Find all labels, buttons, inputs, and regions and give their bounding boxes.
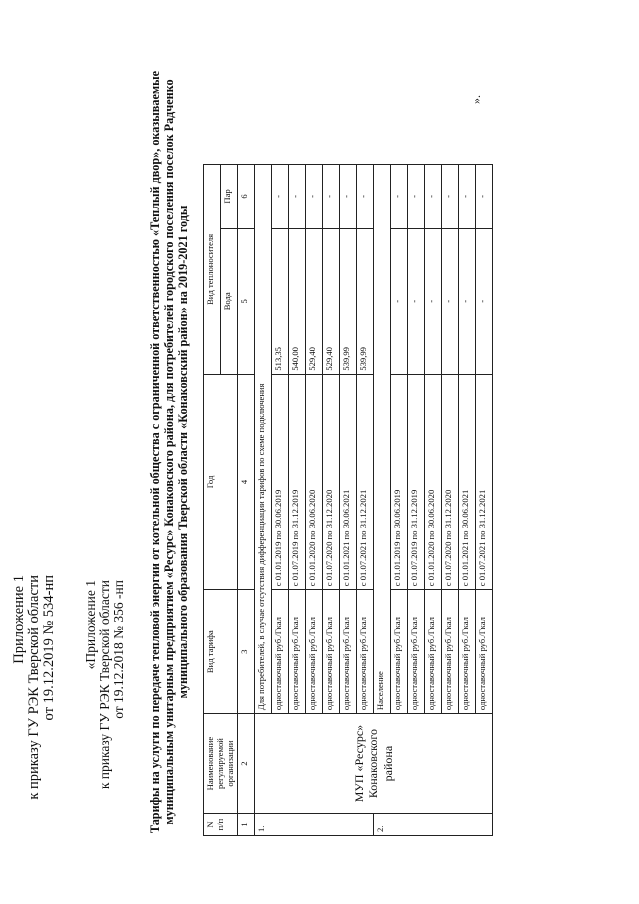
appendix-current [12, 575, 58, 800]
header-carrier: Вид теплоносителя [204, 165, 221, 375]
period-cell: с 01.07.2021 по 31.12.2021 [476, 374, 493, 590]
water-tariff-cell: - [476, 228, 493, 374]
tariff-type-cell: одноставочный руб./Гкал [476, 590, 493, 714]
water-tariff-cell: 529,40 [306, 228, 323, 374]
header-year: Год [204, 374, 238, 590]
tariff-type-cell: одноставочный руб./Гкал [425, 590, 442, 714]
steam-tariff-cell: - [442, 165, 459, 229]
column-number: 3 [238, 590, 255, 714]
section-heading-row [255, 165, 272, 836]
appendix-line-1: Приложение 1 [11, 575, 27, 664]
steam-tariff-cell: - [459, 165, 476, 229]
steam-tariff-cell: - [306, 165, 323, 229]
column-number: 4 [238, 374, 255, 590]
steam-tariff-cell: - [357, 165, 374, 229]
appendix-line-2: к приказу ГУ РЭК Тверской области [97, 580, 113, 790]
header-tariff-type: Вид тарифа [204, 590, 238, 714]
water-tariff-cell: 539,99 [357, 228, 374, 374]
tariff-type-cell: одноставочный руб./Гкал [306, 590, 323, 714]
period-cell: с 01.01.2021 по 30.06.2021 [459, 374, 476, 590]
tariff-type-cell: одноставочный руб./Гкал [442, 590, 459, 714]
tariff-type-cell: одноставочный руб./Гкал [357, 590, 374, 714]
water-tariff-cell: 539,99 [340, 228, 357, 374]
title-line: муниципальным унитарным предприятием «Ресурс» Конаковского района, для потребителей городского поселения поселок Радченко [162, 79, 177, 825]
water-tariff-cell: - [408, 228, 425, 374]
section-number: 1. [255, 814, 374, 836]
document-title [148, 0, 190, 904]
steam-tariff-cell: - [408, 165, 425, 229]
steam-tariff-cell: - [425, 165, 442, 229]
header-org: Наименование регулируемой организации [204, 714, 238, 814]
period-cell: с 01.07.2019 по 31.12.2019 [408, 374, 425, 590]
title-line: муниципального образования Тверской области «Конаковский район» на 2019-2021 годы [176, 205, 191, 699]
tariff-type-cell: одноставочный руб./Гкал [391, 590, 408, 714]
steam-tariff-cell: - [289, 165, 306, 229]
tariff-type-cell: одноставочный руб./Гкал [289, 590, 306, 714]
tariff-type-cell: одноставочный руб./Гкал [340, 590, 357, 714]
closing-quote: ». [469, 95, 483, 104]
column-number: 5 [238, 228, 255, 374]
water-tariff-cell: - [442, 228, 459, 374]
water-tariff-cell: - [391, 228, 408, 374]
water-tariff-cell: - [459, 228, 476, 374]
period-cell: с 01.01.2020 по 30.06.2020 [306, 374, 323, 590]
water-tariff-cell: 540,00 [289, 228, 306, 374]
organization-name: МУП «Ресурс» Конаковского района [255, 714, 493, 814]
appendix-line-3: от 19.12.2018 № 356 -нп [111, 580, 127, 719]
header-steam: Пар [221, 165, 238, 229]
water-tariff-cell: 529,40 [323, 228, 340, 374]
column-number: 1 [238, 814, 255, 836]
period-cell: с 01.01.2020 по 30.06.2020 [425, 374, 442, 590]
steam-tariff-cell: - [340, 165, 357, 229]
tariff-type-cell: одноставочный руб./Гкал [323, 590, 340, 714]
header-num: N п/п [204, 814, 238, 836]
period-cell: с 01.07.2020 по 31.12.2020 [442, 374, 459, 590]
water-tariff-cell: - [425, 228, 442, 374]
period-cell: с 01.01.2019 по 30.06.2019 [272, 374, 289, 590]
title-line: Тарифы на услуги по передаче тепловой энергии от котельной общества с ограниченной ответственностью «Теплый двор», оказываемые [148, 70, 162, 834]
tariff-table [203, 164, 493, 836]
appendix-line-3: от 19.12.2019 № 534-нп [41, 575, 58, 721]
period-cell: с 01.07.2020 по 31.12.2020 [323, 374, 340, 590]
tariff-type-cell: одноставочный руб./Гкал [408, 590, 425, 714]
column-number: 2 [238, 714, 255, 814]
steam-tariff-cell: - [272, 165, 289, 229]
section-number: 2. [374, 814, 493, 836]
header-water: Вода [221, 228, 238, 374]
appendix-line-2: к приказу ГУ РЭК Тверской области [26, 575, 43, 800]
section-heading: Население [374, 165, 391, 714]
steam-tariff-cell: - [323, 165, 340, 229]
appendix-previous [84, 580, 127, 789]
period-cell: с 01.07.2019 по 31.12.2019 [289, 374, 306, 590]
column-number: 6 [238, 165, 255, 229]
period-cell: с 01.01.2021 по 30.06.2021 [340, 374, 357, 590]
tariff-type-cell: одноставочный руб./Гкал [459, 590, 476, 714]
appendix-line-1: «Приложение 1 [83, 580, 98, 670]
tariff-type-cell: одноставочный руб./Гкал [272, 590, 289, 714]
period-cell: с 01.01.2019 по 30.06.2019 [391, 374, 408, 590]
water-tariff-cell: 513,35 [272, 228, 289, 374]
steam-tariff-cell: - [391, 165, 408, 229]
steam-tariff-cell: - [476, 165, 493, 229]
section-heading: Для потребителей, в случае отсутствия дифференциации тарифов по схеме подключения [255, 165, 272, 714]
period-cell: с 01.07.2021 по 31.12.2021 [357, 374, 374, 590]
